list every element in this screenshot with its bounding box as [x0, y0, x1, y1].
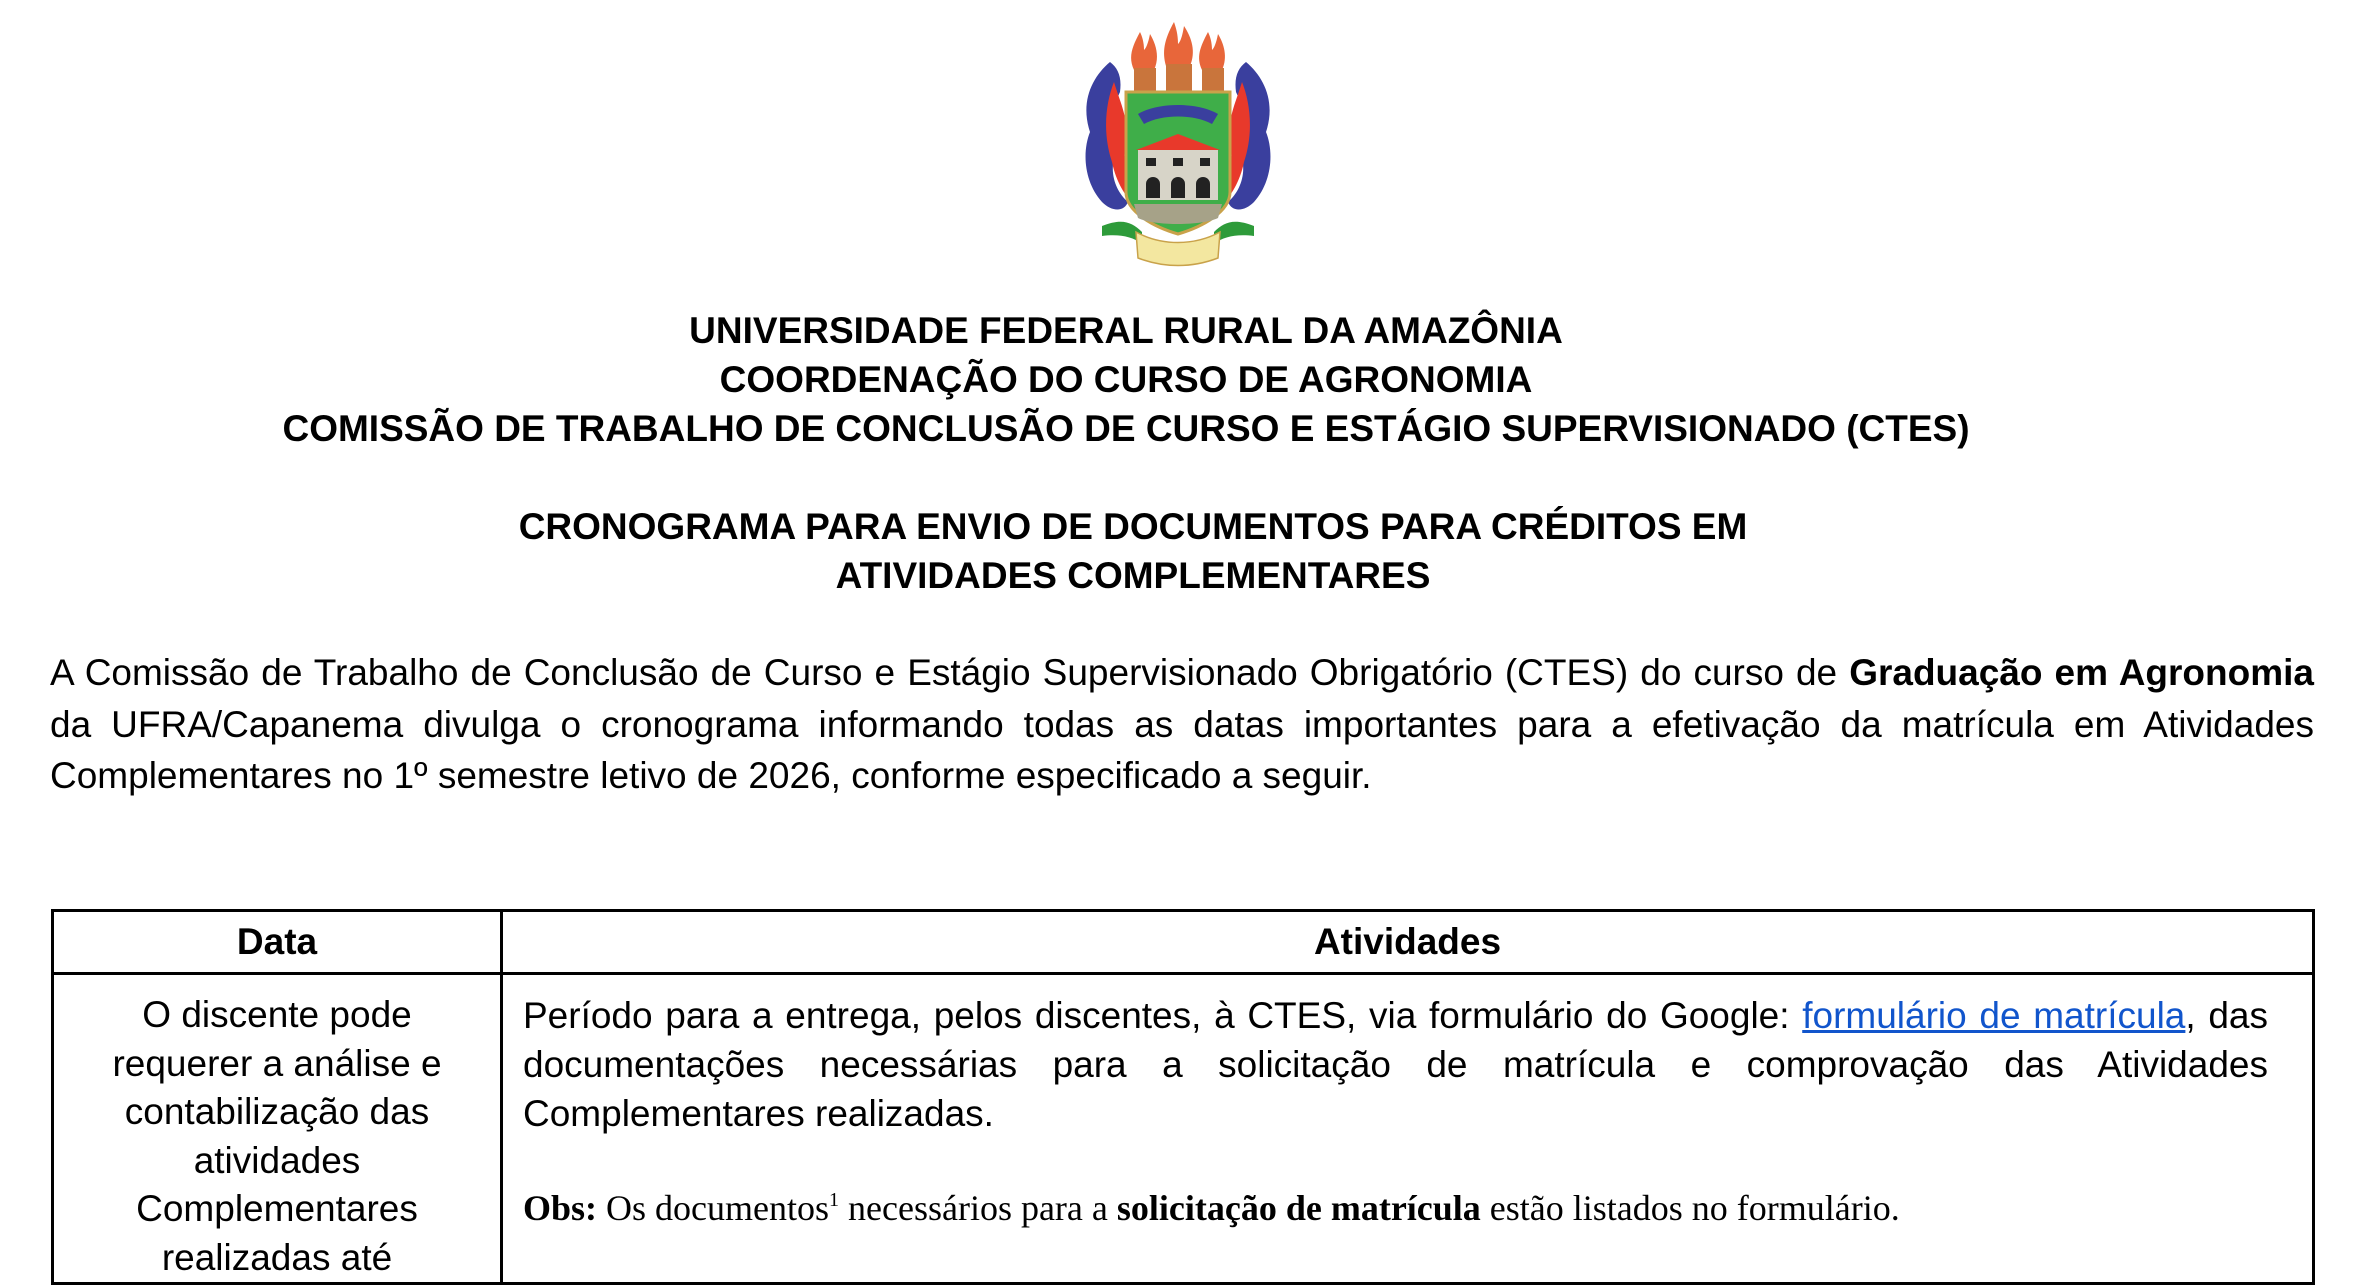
obs-label: Obs:	[523, 1188, 598, 1228]
intro-text-2: da UFRA/Capanema divulga o cronograma informando todas as datas importantes para a efetivação da matrícula em Atividades Complementares no 1º semestre letivo de 2026, conforme especificado a seguir.	[50, 703, 2314, 796]
intro-text-1: A Comissão de Trabalho de Conclusão de Curso e Estágio Supervisionado Obrigatório (CTES) do curso de	[50, 652, 1850, 693]
activity-text-2: , das documentações necessárias para a solicitação de matrícula e comprovação das Atividades Complementares realizadas.	[523, 995, 2269, 1134]
header-university: UNIVERSIDADE FEDERAL RURAL DA AMAZÔNIA	[689, 310, 1563, 351]
data-cell-text: O discente pode requerer a análise e contabilização das atividades Complementares realizadas até	[112, 994, 442, 1278]
intro-paragraph	[50, 647, 2314, 802]
obs-text-2: necessários para a	[839, 1188, 1117, 1228]
schedule-table	[51, 909, 2315, 1285]
obs-text-1: Os documentos	[597, 1188, 830, 1228]
obs-text-3: estão listados no formulário.	[1480, 1188, 1900, 1228]
torches-icon	[1131, 22, 1225, 98]
header-coordination: COORDENAÇÃO DO CURSO DE AGRONOMIA	[719, 359, 1533, 400]
data-cell	[53, 974, 502, 1284]
table-row	[53, 974, 2314, 1284]
column-header-atividades: Atividades	[502, 911, 2314, 974]
institution-header	[50, 306, 2312, 453]
activity-description	[523, 991, 2268, 1138]
footnote-marker[interactable]: 1	[829, 1189, 840, 1211]
obs-bold-text: solicitação de matrícula	[1116, 1188, 1481, 1228]
header-commission: COMISSÃO DE TRABALHO DE CONCLUSÃO DE CURSO E ESTÁGIO SUPERVISIONADO (CTES)	[282, 408, 1970, 449]
table-header-row	[53, 911, 2314, 974]
university-logo	[1062, 22, 1294, 267]
activity-text-1: Período para a entrega, pelos discentes, à CTES, via formulário do Google:	[523, 995, 1803, 1036]
observation-note	[523, 1184, 2268, 1232]
column-header-data: Data	[53, 911, 502, 974]
intro-course-name: Graduação em Agronomia	[1849, 652, 2314, 693]
title-line-2: ATIVIDADES COMPLEMENTARES	[835, 555, 1431, 596]
document-title	[50, 502, 2312, 600]
crest-icon	[1062, 22, 1294, 267]
registration-form-link[interactable]: formulário de matrícula	[1802, 995, 2186, 1036]
title-line-1: CRONOGRAMA PARA ENVIO DE DOCUMENTOS PARA CRÉDITOS EM	[518, 506, 1748, 547]
activity-cell	[502, 974, 2314, 1284]
